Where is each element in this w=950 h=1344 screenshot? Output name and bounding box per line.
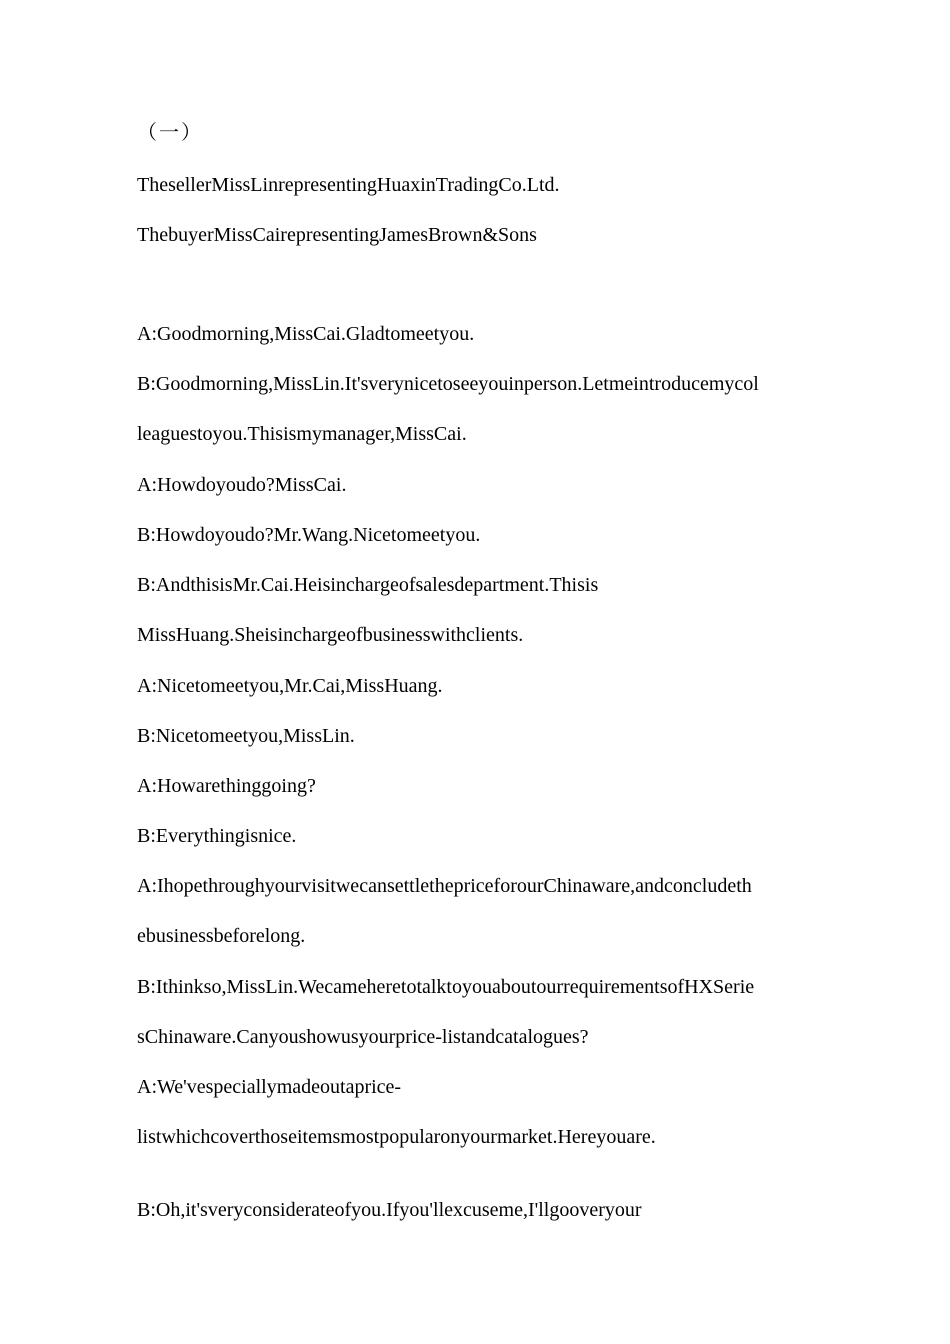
- dialogue-line: leaguestoyou.Thisismymanager,MissCai.: [137, 423, 467, 445]
- dialogue-line: listwhichcoverthoseitemsmostpopularonyourmarket.Hereyouare.: [137, 1126, 656, 1148]
- dialogue-line: B:Nicetomeetyou,MissLin.: [137, 725, 355, 747]
- dialogue-line: A:Howarethinggoing?: [137, 775, 316, 797]
- dialogue-line: ebusinessbeforelong.: [137, 925, 306, 947]
- dialogue-line: A:We'vespeciallymadeoutaprice-: [137, 1076, 402, 1098]
- dialogue-line: MissHuang.Sheisinchargeofbusinesswithclients.: [137, 624, 524, 646]
- dialogue-line: B:Goodmorning,MissLin.It'sverynicetoseeyouinperson.Letmeintroducemycol: [137, 373, 759, 395]
- seller-info: ThesellerMissLinrepresentingHuaxinTradingCo.Ltd.: [137, 174, 560, 196]
- dialogue-line: B:Howdoyoudo?Mr.Wang.Nicetomeetyou.: [137, 524, 481, 546]
- dialogue-line: sChinaware.Canyoushowusyourprice-listandcatalogues?: [137, 1026, 589, 1048]
- section-heading: （一）: [137, 122, 203, 144]
- dialogue-line: B:AndthisisMr.Cai.Heisinchargeofsalesdepartment.Thisis: [137, 574, 599, 596]
- dialogue-line: B:Everythingisnice.: [137, 825, 297, 847]
- dialogue-line: A:Howdoyoudo?MissCai.: [137, 474, 347, 496]
- dialogue-line: A:Nicetomeetyou,Mr.Cai,MissHuang.: [137, 675, 443, 697]
- buyer-info: ThebuyerMissCairepresentingJamesBrown&Sons: [137, 224, 537, 246]
- dialogue-line: B:Ithinkso,MissLin.WecameheretotalktoyouaboutourrequirementsofHXSerie: [137, 976, 755, 998]
- dialogue-line: B:Oh,it'sveryconsiderateofyou.Ifyou'llexcuseme,I'llgooveryour: [137, 1199, 642, 1221]
- dialogue-line: A:IhopethroughyourvisitwecansettlethepriceforourChinaware,andconcludeth: [137, 875, 752, 897]
- dialogue-line: A:Goodmorning,MissCai.Gladtomeetyou.: [137, 323, 475, 345]
